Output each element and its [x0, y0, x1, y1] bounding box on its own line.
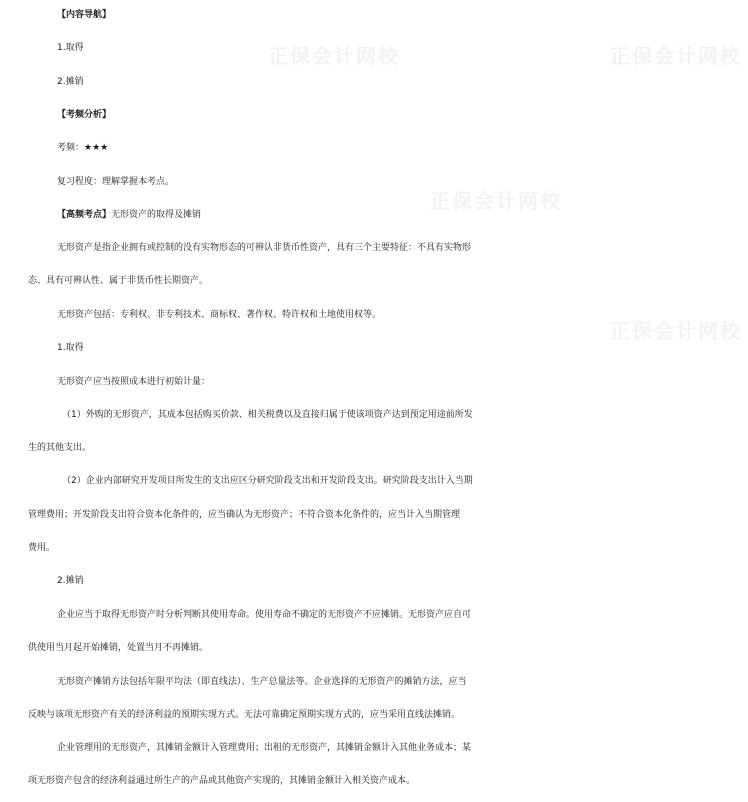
amortization-line-2: 供使用当月起开始摊销，处置当月不再摊销。 [28, 643, 209, 653]
watermark: 正保会计网校 [430, 189, 562, 213]
purchased-line-2: 生的其他支出。 [28, 443, 92, 453]
definition-line-1: 无形资产是指企业拥有或控制的没有实物形态的可辨认非货币性资产，具有三个主要特征：不具有实物形 [57, 243, 472, 253]
hot-topic-tag: 【高频考点】 [57, 210, 112, 220]
watermark: 正保会计网校 [610, 319, 742, 343]
internal-rd-line-2: 管理费用；开发阶段支出符合资本化条件的，应当确认为无形资产；不符合资本化条件的，应当计入当期管理 [28, 510, 461, 520]
amortization-line-1: 企业应当于取得无形资产时分析判断其使用寿命。使用寿命不确定的无形资产不应摊销。无形资产应自可 [57, 610, 472, 620]
accounting-line-1: 企业管理用的无形资产，其摊销金额计入管理费用；出租的无形资产，其摊销金额计入其他业务成本；某 [57, 743, 472, 753]
accounting-line-2: 项无形资产包含的经济利益通过所生产的产品或其他资产实现的，其摊销金额计入相关资产成本。 [28, 776, 416, 786]
section-amortize-title: 2.摊销 [57, 576, 84, 586]
hot-topic [0, 204, 748, 226]
review-level: 复习程度：理解掌握本考点。 [57, 177, 175, 187]
includes-text: 无形资产包括：专利权、非专利技术、商标权、著作权、特许权和土地使用权等。 [57, 310, 382, 320]
method-line-2: 反映与该项无形资产有关的经济利益的预期实现方式。无法可靠确定预期实现方式的，应当采用直线法摊销。 [28, 710, 461, 720]
nav-heading: 【内容导航】 [57, 10, 112, 20]
internal-rd-line-1: （2）企业内部研究开发项目所发生的支出应区分研究阶段支出和开发阶段支出。研究阶段支出计入当期 [62, 476, 473, 486]
watermark: 正保会计网校 [610, 44, 742, 68]
hot-topic-title: 无形资产的取得及摊销 [111, 210, 202, 220]
internal-rd-line-3: 费用。 [28, 543, 56, 553]
purchased-line-1: （1）外购的无形资产，其成本包括购买价款、相关税费以及直接归属于使该项资产达到预定用途前所发 [62, 410, 473, 420]
initial-measurement-text: 无形资产应当按照成本进行初始计量： [57, 377, 211, 387]
watermark: 正保会计网校 [268, 44, 400, 68]
analysis-heading: 【考频分析】 [57, 110, 112, 120]
nav-item-amortize: 2.摊销 [57, 77, 84, 87]
definition-line-2: 态、具有可辨认性、属于非货币性长期资产。 [28, 276, 209, 286]
nav-item-acquire: 1.取得 [57, 43, 84, 53]
exam-frequency: 考频：★★★ [57, 143, 109, 153]
section-acquire-title: 1.取得 [57, 343, 84, 353]
method-line-1: 无形资产摊销方法包括年限平均法（即直线法）、生产总量法等。企业选择的无形资产的摊销方法，应当 [57, 677, 467, 687]
